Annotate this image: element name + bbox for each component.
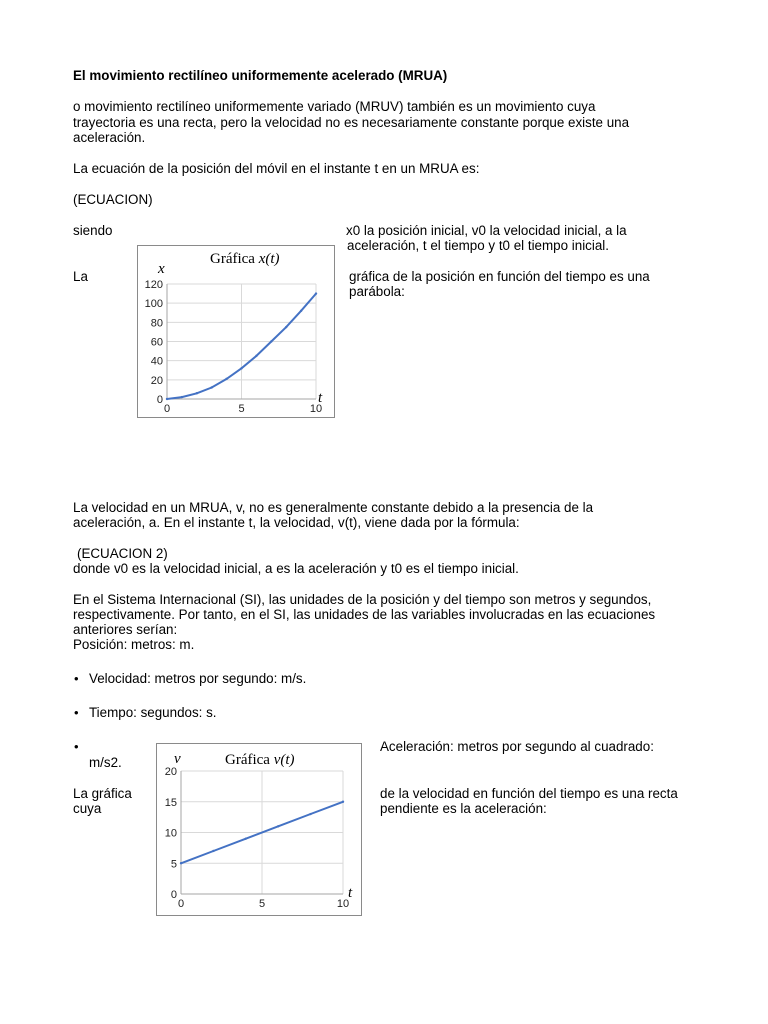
data-point: [166, 398, 168, 400]
velocity-par-line-1: La velocidad en un MRUA, v, no es generalmente constante debido a la presencia de la: [73, 500, 594, 515]
y-tick-label: 0: [156, 394, 163, 406]
velocity-chart-svg: [157, 744, 361, 915]
chart-title-variable: v(t): [273, 752, 295, 768]
bullet-aceleracion: Aceleración: metros por segundo al cuadrado:: [380, 739, 654, 754]
bullet-tiempo: Tiempo: segundos: s.: [89, 705, 217, 720]
y-axis-label: v: [174, 751, 181, 767]
x-axis-label: t: [348, 885, 353, 901]
bullet-icon: •: [74, 671, 79, 686]
equation-2: (ECUACION 2): [77, 546, 168, 561]
bullet-aceleracion-unit: m/s2.: [89, 755, 122, 770]
data-point: [196, 392, 198, 394]
intro-line-3: aceleración.: [73, 130, 146, 145]
page-title: El movimiento rectilíneo uniformemente acelerado (MRUA): [73, 68, 448, 83]
position-chart: [137, 245, 335, 418]
last-left-line-2: cuya: [73, 801, 102, 816]
data-point: [270, 340, 272, 342]
x-tick-label: 10: [309, 403, 323, 415]
data-point: [245, 837, 247, 839]
x-tick-label: 0: [177, 898, 185, 910]
si-par-line-3: anteriores serían:: [73, 622, 178, 637]
data-point: [212, 850, 214, 852]
velocity-chart: [156, 743, 362, 916]
data-point: [181, 396, 183, 398]
last-left-line-1: La gráfica: [73, 786, 132, 801]
data-point: [255, 355, 257, 357]
siendo-right-line-2: aceleración, t el tiempo y t0 el tiempo inicial.: [347, 238, 609, 253]
equation-2-desc: donde v0 es la velocidad inicial, a es la aceleración y t0 es el tiempo inicial.: [73, 561, 519, 576]
position-chart-svg: [138, 246, 334, 417]
y-tick-label: 0: [170, 889, 177, 901]
y-tick-label: 120: [144, 279, 163, 291]
y-tick-label: 15: [164, 796, 177, 809]
x-tick-label: 0: [163, 403, 171, 415]
data-point: [300, 310, 302, 312]
chart-title-variable: x(t): [258, 251, 280, 267]
position-equation-intro: La ecuación de la posición del móvil en el instante t en un MRUA es:: [73, 161, 480, 176]
intro-line-1: o movimiento rectilíneo uniformemente variado (MRUV) también es un movimiento cuya: [73, 99, 596, 114]
y-tick-label: 60: [150, 336, 163, 349]
data-point: [225, 378, 227, 380]
velocity-par-line-2: aceleración, a. En el instante t, la velocidad, v(t), viene dada por la fórmula:: [73, 515, 520, 530]
y-tick-label: 80: [150, 317, 163, 330]
data-point: [315, 292, 317, 294]
x-tick-label: 5: [238, 403, 245, 415]
y-tick-label: 10: [164, 827, 177, 840]
data-point: [180, 862, 182, 864]
bullet-velocidad: Velocidad: metros por segundo: m/s.: [89, 671, 307, 686]
graph-desc-line-2: parábola:: [349, 284, 405, 299]
bullet-icon: •: [74, 739, 79, 754]
si-par-line-1: En el Sistema Internacional (SI), las unidades de la posición y del tiempo son metros y segundos,: [73, 592, 652, 607]
y-tick-label: 5: [170, 858, 177, 871]
last-right-line-2: pendiente es la aceleración:: [380, 801, 547, 816]
y-tick-label: 20: [164, 766, 177, 778]
x-tick-label: 5: [258, 898, 266, 910]
y-tick-label: 20: [150, 374, 163, 387]
y-tick-label: 40: [150, 355, 163, 368]
equation-1: (ECUACION): [73, 192, 153, 207]
bullet-icon: •: [74, 705, 79, 720]
posicion-text: Posición: metros: m.: [73, 637, 195, 652]
siendo-text: siendo: [73, 223, 113, 238]
chart-title: Gráfica x(t): [210, 251, 280, 267]
intro-line-2: trayectoria es una recta, pero la velocidad no es necesariamente constante porque existe una: [73, 115, 630, 130]
x-tick-label: 10: [336, 898, 350, 910]
si-par-line-2: respectivamente. Por tanto, en el SI, las unidades de las variables involucradas en las ecuaciones: [73, 607, 656, 622]
last-right-line-1: de la velocidad en función del tiempo es una recta: [380, 786, 678, 801]
data-point: [277, 825, 279, 827]
data-point: [309, 813, 311, 815]
chart-title: Gráfica v(t): [225, 752, 295, 768]
x-axis-label: t: [318, 390, 323, 406]
la-text: La: [73, 269, 88, 284]
siendo-right-line-1: x0 la posición inicial, v0 la velocidad inicial, a la: [346, 223, 627, 238]
graph-desc-line-1: gráfica de la posición en función del tiempo es una: [349, 269, 650, 284]
y-axis-label: x: [158, 261, 165, 277]
data-point: [240, 367, 242, 369]
data-point: [285, 326, 287, 328]
data-point: [342, 801, 344, 803]
y-tick-label: 100: [144, 298, 163, 311]
data-point: [211, 386, 213, 388]
